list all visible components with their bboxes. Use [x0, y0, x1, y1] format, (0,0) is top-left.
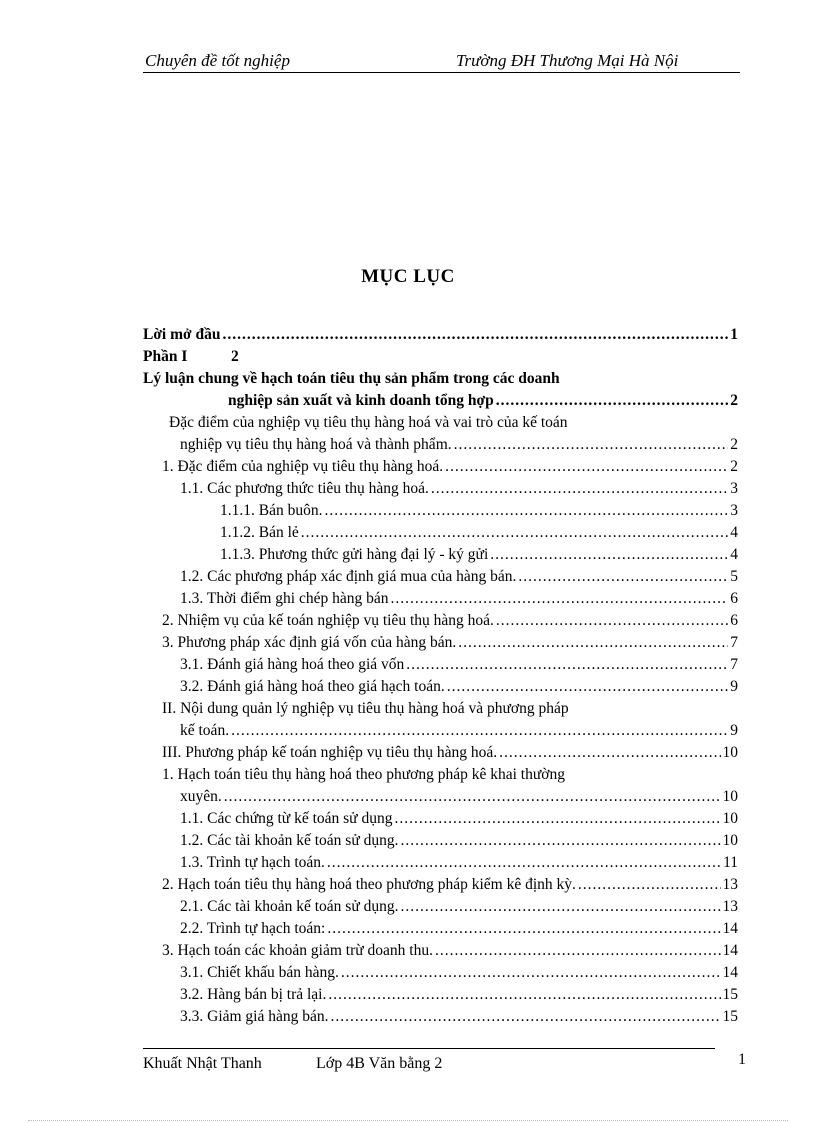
- toc-entry-iii: [143, 742, 738, 764]
- toc-entry-3: [143, 632, 738, 654]
- toc-page-number: 4: [730, 546, 738, 563]
- toc-label: 3.2. Đánh giá hàng hoá theo giá hạch toán.: [180, 678, 445, 695]
- toc-page-number: 2: [231, 348, 239, 365]
- toc-entry-1: [143, 456, 738, 478]
- toc-leader-dots: [578, 876, 721, 894]
- toc-leader-dots: [445, 458, 728, 476]
- footer-divider: [143, 1048, 715, 1049]
- toc-entry-1-1-1: [143, 500, 738, 522]
- toc-entry-iii-3: [143, 940, 738, 962]
- toc-label: 1.3. Trình tự hạch toán.: [180, 854, 325, 871]
- toc-leader-dots: [458, 634, 728, 652]
- toc-label: 3. Phương pháp xác định giá vốn của hàng bán.: [162, 634, 457, 651]
- toc-label: 2. Hạch toán tiêu thụ hàng hoá theo phương pháp kiểm kê định kỳ.: [162, 876, 576, 893]
- header-right-text: Trường ĐH Thương Mại Hà Nội: [456, 51, 679, 70]
- toc-label: 1.1.2. Bán lẻ: [220, 524, 299, 541]
- toc-page-number: 11: [723, 854, 738, 871]
- toc-page-number: 10: [722, 744, 738, 761]
- toc-leader-dots: [341, 964, 721, 982]
- toc-entry-phan-1: [143, 346, 738, 368]
- toc-leader-dots: [394, 810, 720, 828]
- toc-leader-dots: [490, 546, 728, 564]
- toc-page-number: 2: [730, 436, 738, 453]
- toc-entry-iii-2-2: [143, 918, 738, 940]
- toc-page-number: 2: [730, 458, 738, 475]
- toc-entry-ii-line2: [143, 720, 738, 742]
- toc-label: 3.3. Giảm giá hàng bán.: [180, 1008, 329, 1025]
- toc-entry-iii-3-1: [143, 962, 738, 984]
- toc-entry-iii-2: [143, 874, 738, 896]
- toc-page-number: 13: [722, 876, 738, 893]
- toc-leader-dots: [518, 568, 728, 586]
- toc-page-number: 3: [730, 502, 738, 519]
- toc-label: Phần I: [143, 348, 188, 365]
- page-header: [143, 50, 740, 73]
- toc-label: 3.1. Chiết khấu bán hàng.: [180, 964, 339, 981]
- toc-leader-dots: [400, 898, 720, 916]
- toc-label: nghiệp vụ tiêu thụ hàng hoá và thành phẩm.: [180, 436, 452, 453]
- toc-entry-3-1: [143, 654, 738, 676]
- toc-label: Lời mở đầu: [143, 326, 221, 343]
- toc-label: 3.1. Đánh giá hàng hoá theo giá vốn: [180, 656, 405, 673]
- toc-label: 1.1. Các chứng từ kế toán sử dụng: [180, 810, 393, 827]
- toc-leader-dots: [327, 854, 721, 872]
- toc-label: 1. Hạch toán tiêu thụ hàng hoá theo phương pháp kê khai thường: [162, 766, 565, 783]
- toc-page-number: 9: [730, 678, 738, 695]
- toc-entry-loi-mo-dau: [143, 324, 738, 346]
- toc-leader-dots: [224, 788, 721, 806]
- page-title: MỤC LỤC: [361, 266, 455, 287]
- toc-page-number: 7: [730, 634, 738, 651]
- footer-author: Khuất Nhật Thanh: [143, 1055, 262, 1072]
- toc-label: 1.3. Thời điểm ghi chép hàng bán: [180, 590, 389, 607]
- toc-entry-iii-2-1: [143, 896, 738, 918]
- toc-page-number: 14: [722, 942, 738, 959]
- toc-leader-dots: [231, 722, 728, 740]
- toc-entry-3-2: [143, 676, 738, 698]
- toc-leader-dots: [328, 986, 720, 1004]
- toc-page-number: 10: [722, 788, 738, 805]
- footer-class: Lớp 4B Văn bằng 2: [316, 1055, 443, 1072]
- toc-leader-dots: [499, 744, 720, 762]
- toc-entry-1-1-3: [143, 544, 738, 566]
- toc-page-number: 7: [730, 656, 738, 673]
- toc-label: 2.1. Các tài khoản kế toán sử dụng.: [180, 898, 399, 915]
- toc-label: kế toán.: [180, 722, 230, 739]
- toc-page-number: 9: [730, 722, 738, 739]
- toc-entry-1-3: [143, 588, 738, 610]
- toc-entry-iii-3-3: [143, 1006, 738, 1028]
- toc-label: xuyên.: [180, 788, 222, 805]
- toc-leader-dots: [454, 436, 729, 454]
- toc-label: 2.2. Trình tự hạch toán:: [180, 920, 326, 937]
- toc-entry-ly-luan-line1: [143, 368, 738, 390]
- toc-page-number: 6: [730, 612, 738, 629]
- toc-leader-dots: [327, 920, 720, 938]
- toc-label: 1. Đặc điểm của nghiệp vụ tiêu thụ hàng hoá.: [162, 458, 444, 475]
- toc-label: 1.2. Các phương pháp xác định giá mua của hàng bán.: [180, 568, 517, 585]
- toc-leader-dots: [431, 480, 728, 498]
- toc-page-number: 15: [722, 986, 738, 1003]
- toc-page-number: 14: [722, 964, 738, 981]
- toc-page-number: 10: [722, 832, 738, 849]
- toc-label: 1.1.3. Phương thức gửi hàng đại lý - ký gửi: [220, 546, 489, 563]
- toc-page-number: 6: [730, 590, 738, 607]
- toc-page-number: 1: [730, 326, 738, 343]
- toc-page-number: 2: [730, 392, 738, 409]
- toc-label: Đặc điểm của nghiệp vụ tiêu thụ hàng hoá và vai trò của kế toán: [169, 414, 568, 431]
- toc-label: 1.1. Các phương thức tiêu thụ hàng hoá.: [180, 480, 429, 497]
- page-bottom-dotted-border: [28, 1120, 788, 1121]
- toc-label: Lý luận chung về hạch toán tiêu thụ sản phẩm trong các doanh: [143, 370, 560, 387]
- toc-label: 1.2. Các tài khoản kế toán sử dụng.: [180, 832, 399, 849]
- table-of-contents: [143, 324, 738, 1028]
- toc-entry-1-1-2: [143, 522, 738, 544]
- toc-entry-dac-diem-line1: [143, 412, 738, 434]
- toc-entry-iii-1-1: [143, 808, 738, 830]
- toc-leader-dots: [406, 656, 728, 674]
- toc-entry-iii-1-line1: [143, 764, 738, 786]
- toc-leader-dots: [400, 832, 720, 850]
- toc-leader-dots: [435, 942, 721, 960]
- footer-page-number: 1: [738, 1051, 746, 1068]
- toc-leader-dots: [331, 1008, 721, 1026]
- toc-leader-dots: [391, 590, 729, 608]
- toc-entry-1-1: [143, 478, 738, 500]
- toc-entry-2: [143, 610, 738, 632]
- toc-label: nghiệp sản xuất và kinh doanh tổng hợp: [228, 392, 494, 409]
- toc-page-number: 14: [722, 920, 738, 937]
- header-left-text: Chuyên đề tốt nghiệp: [145, 51, 290, 70]
- toc-label: 3. Hạch toán các khoản giảm trừ doanh thu.: [162, 942, 433, 959]
- toc-entry-ii-line1: [143, 698, 738, 720]
- toc-leader-dots: [496, 612, 728, 630]
- toc-entry-iii-3-2: [143, 984, 738, 1006]
- toc-page-number: 13: [722, 898, 738, 915]
- toc-label: 1.1.1. Bán buôn.: [220, 502, 323, 519]
- toc-page-number: 5: [730, 568, 738, 585]
- toc-label: 2. Nhiệm vụ của kế toán nghiệp vụ tiêu thụ hàng hoá.: [162, 612, 494, 629]
- toc-page-number: 15: [722, 1008, 738, 1025]
- toc-leader-dots: [496, 392, 729, 410]
- toc-label: III. Phương pháp kế toán nghiệp vụ tiêu thụ hàng hoá.: [162, 744, 498, 761]
- toc-leader-dots: [324, 502, 728, 520]
- toc-leader-dots: [301, 524, 728, 542]
- toc-leader-dots: [447, 678, 729, 696]
- toc-entry-iii-1-2: [143, 830, 738, 852]
- toc-entry-1-2: [143, 566, 738, 588]
- toc-page-number: 10: [722, 810, 738, 827]
- toc-page-number: 4: [730, 524, 738, 541]
- toc-label: II. Nội dung quản lý nghiệp vụ tiêu thụ hàng hoá và phương pháp: [162, 700, 569, 717]
- toc-entry-ly-luan-line2: [143, 390, 738, 412]
- toc-label: 3.2. Hàng bán bị trả lại.: [180, 986, 327, 1003]
- toc-page-number: 3: [730, 480, 738, 497]
- toc-entry-dac-diem-line2: [143, 434, 738, 456]
- toc-entry-iii-1-line2: [143, 786, 738, 808]
- toc-entry-iii-1-3: [143, 852, 738, 874]
- toc-leader-dots: [222, 326, 728, 344]
